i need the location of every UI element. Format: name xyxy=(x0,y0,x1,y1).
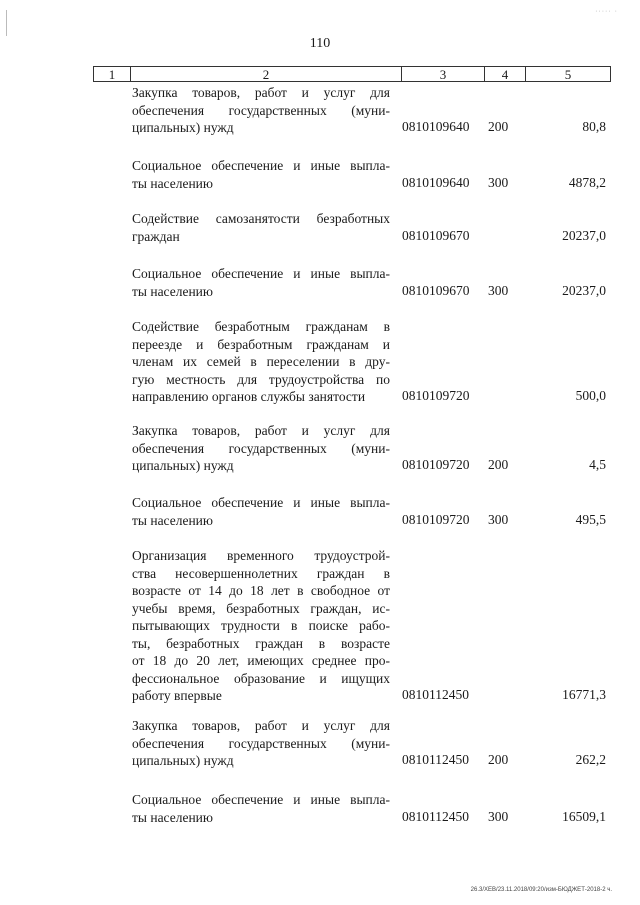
row-description xyxy=(132,494,390,529)
description-line: обеспечения государственных (муни- xyxy=(132,102,390,118)
page-number: 110 xyxy=(309,36,331,51)
description-line: Содействие безработным гражданам в xyxy=(132,319,390,334)
row-amount: 16771,3 xyxy=(562,687,606,702)
description-line: Социальное обеспечение и иные выпла- xyxy=(132,158,390,173)
description-line: работу впервые xyxy=(132,688,222,703)
row-description xyxy=(132,265,390,300)
description-line: обеспечения государственных (муни- xyxy=(132,440,390,456)
description-line: ты, безработных граждан в возрасте xyxy=(132,635,390,651)
description-line: ципальных) нужд xyxy=(132,120,234,135)
description-line: ства несовершеннолетних граждан в xyxy=(132,565,390,581)
row-code: 0810112450 xyxy=(402,752,469,767)
description-line: ципальных) нужд xyxy=(132,753,234,768)
description-line: Социальное обеспечение и иные выпла- xyxy=(132,495,390,510)
row-expense-type: 200 xyxy=(488,752,509,767)
row-amount: 4,5 xyxy=(589,457,606,472)
row-expense-type: 200 xyxy=(488,119,509,134)
description-line: Закупка товаров, работ и услуг для xyxy=(132,718,390,733)
row-description xyxy=(132,210,390,245)
row-description xyxy=(132,717,390,770)
description-line: ты населению xyxy=(132,809,213,825)
row-expense-type: 300 xyxy=(488,174,509,190)
header-col-1: 1 xyxy=(94,67,131,81)
row-description xyxy=(132,318,390,406)
row-description xyxy=(132,791,390,826)
header-col-3: 3 xyxy=(402,67,485,81)
margin-mark xyxy=(6,10,7,36)
row-description xyxy=(132,422,390,475)
description-line: Социальное обеспечение и иные выпла- xyxy=(132,266,390,281)
row-code: 0810109670 xyxy=(402,227,470,243)
row-expense-type: 200 xyxy=(488,457,509,472)
row-code: 0810109640 xyxy=(402,174,470,190)
row-expense-type: 300 xyxy=(488,282,509,298)
description-line: ты населению xyxy=(132,283,213,299)
row-description xyxy=(132,84,390,137)
row-amount: 20237,0 xyxy=(562,227,606,243)
header-col-4: 4 xyxy=(485,67,526,81)
description-line: фессиональное образование и ищущих xyxy=(132,670,390,686)
description-line: Организация временного трудоустрой- xyxy=(132,548,390,563)
footer-stamp: 26.3/ХЕВ/23.11.2018/09:20/изм-БЮДЖЕТ-2018-2 ч. xyxy=(470,887,612,893)
row-code: 0810109720 xyxy=(402,388,470,403)
description-line: Закупка товаров, работ и услуг для xyxy=(132,85,390,100)
row-expense-type: 300 xyxy=(488,511,509,527)
description-line: гую местность для трудоустройства по xyxy=(132,371,390,387)
row-amount: 500,0 xyxy=(575,388,606,403)
row-amount: 4878,2 xyxy=(568,174,606,190)
row-code: 0810109640 xyxy=(402,119,470,134)
description-line: граждан xyxy=(132,228,180,244)
description-line: от 18 до 20 лет, имеющих среднее про- xyxy=(132,653,390,668)
row-code: 0810112450 xyxy=(402,808,469,824)
description-line: учебы время, безработных граждан, ис- xyxy=(132,600,390,616)
row-description xyxy=(132,547,390,705)
description-line: Содействие самозанятости безработных xyxy=(132,211,390,226)
description-line: ты населению xyxy=(132,175,213,191)
description-line: пытывающих трудности в поиске рабо- xyxy=(132,618,390,633)
row-code: 0810109720 xyxy=(402,457,470,472)
description-line: направлению органов службы занятости xyxy=(132,389,366,404)
row-amount: 16509,1 xyxy=(562,808,606,824)
header-col-5: 5 xyxy=(564,67,572,82)
description-line: обеспечения государственных (муни- xyxy=(132,735,390,751)
description-line: возрасте от 14 до 18 лет в свободное от xyxy=(132,583,390,598)
description-line: Закупка товаров, работ и услуг для xyxy=(132,423,390,438)
row-code: 0810109720 xyxy=(402,511,470,527)
description-line: ты населению xyxy=(132,512,213,528)
row-description xyxy=(132,157,390,192)
description-line: членам их семей в переселении в дру- xyxy=(132,354,390,369)
row-amount: 20237,0 xyxy=(562,282,606,298)
description-line: переезде и безработным гражданам и xyxy=(132,336,390,352)
row-code: 0810112450 xyxy=(402,687,469,702)
row-code: 0810109670 xyxy=(402,282,470,298)
row-amount: 495,5 xyxy=(575,511,606,527)
row-expense-type: 300 xyxy=(488,808,509,824)
corner-mark: ····· · xyxy=(595,8,618,15)
description-line: ципальных) нужд xyxy=(132,458,234,473)
row-amount: 262,2 xyxy=(575,752,606,767)
table-header xyxy=(93,66,611,82)
header-col-2: 2 xyxy=(131,67,402,81)
row-amount: 80,8 xyxy=(582,119,606,134)
description-line: Социальное обеспечение и иные выпла- xyxy=(132,792,390,807)
